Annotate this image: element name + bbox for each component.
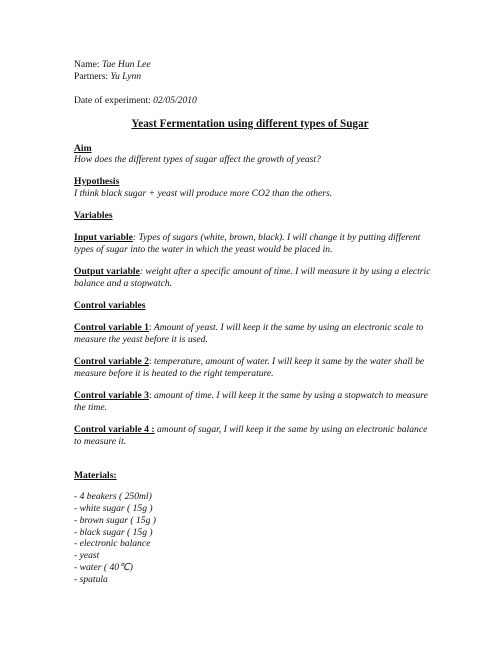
input-variable-label: Input variable [74,232,133,243]
materials-heading: Materials: [74,470,117,481]
control-variable-4 [74,424,434,448]
output-variable-paragraph [74,266,434,290]
hypothesis-heading: Hypothesis [74,176,120,187]
materials-item: - yeast [74,550,100,561]
partners-value: Yu Lynn [110,71,142,82]
control-variable-4-text: amount of sugar, I will keep it the same by using an electronic balance to measure it. [74,424,428,447]
materials-item: - black sugar ( 15g ) [74,527,153,538]
output-variable-label: Output variable [74,266,140,277]
materials-item: - water ( 40℃) [74,562,134,573]
document-title: Yeast Fermentation using different types of Sugar [131,118,369,130]
control-variable-4-label: Control variable 4 : [74,424,155,435]
control-variables-heading: Control variables [74,300,146,311]
control-variable-2-label: Control variable 2 [74,356,149,367]
input-variable-text: : Types of sugars (white, brown, black). I will change it by putting different types of sugar into the water in which the yeast would be placed in. [74,232,421,255]
control-variable-3-sep: : [148,390,152,401]
name-value: Tae Hun Lee [101,59,151,70]
materials-item: - brown sugar ( 15g ) [74,515,156,526]
partners-line [74,71,434,83]
control-variable-1 [74,322,434,346]
control-variable-3-text: amount of time. I will keep it the same by using a stopwatch to measure the time. [74,390,428,413]
hypothesis-text: I think black sugar + yeast will produce more CO2 than the others. [74,188,333,199]
name-label: Name: [74,59,102,70]
materials-item: - white sugar ( 15g ) [74,503,153,514]
name-line [74,59,434,71]
materials-item: - electronic balance [74,538,151,549]
materials-item: - spatula [74,574,108,585]
variables-heading: Variables [74,210,113,221]
output-variable-text: : weight after a specific amount of time. I will measure it by using a electric balance and a stopwatch. [74,266,431,289]
aim-text: How does the different types of sugar affect the growth of yeast? [74,154,321,165]
control-variable-2 [74,356,434,380]
partners-label: Partners: [74,71,111,82]
date-line [74,95,434,107]
materials-item: - 4 beakers ( 250ml) [74,491,152,502]
control-variable-1-label: Control variable 1 [74,322,149,333]
input-variable-paragraph [74,232,434,256]
control-variable-1-text: Amount of yeast. I will keep it the same by using an electronic scale to measure the yeast before it is used. [74,322,424,345]
control-variable-3 [74,390,434,414]
control-variable-1-sep: : [148,322,152,333]
control-variable-2-sep: : [148,356,152,367]
control-variable-3-label: Control variable 3 [74,390,149,401]
date-label: Date of experiment: [74,95,154,106]
date-value: 02/05/2010 [153,95,197,106]
control-variable-2-text: temperature, amount of water. I will keep it same by the water shall be measure before it is heated to the right temperature. [74,356,425,379]
aim-heading: Aim [74,143,92,154]
